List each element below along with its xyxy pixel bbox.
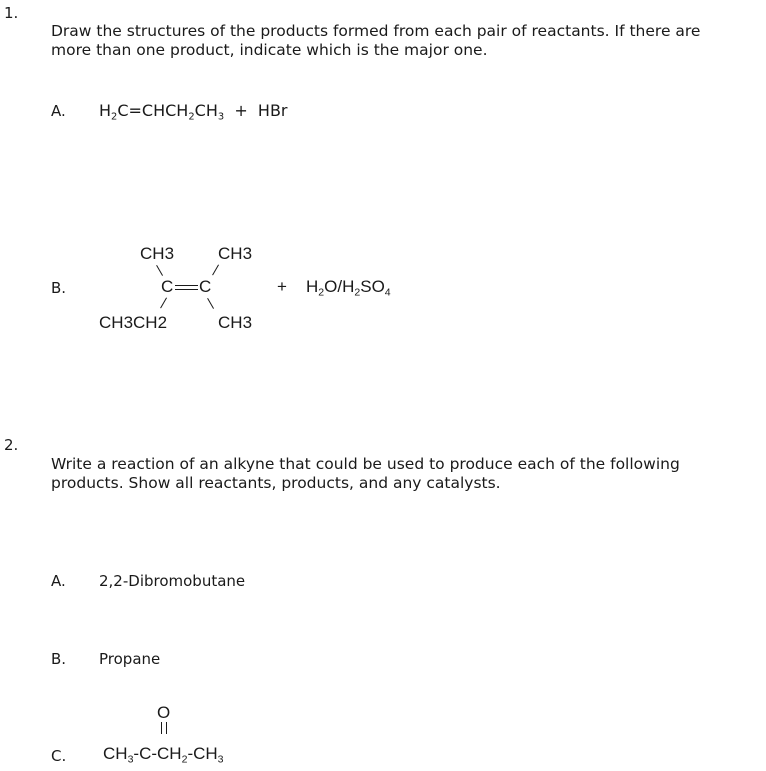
ethyl-bottom-left: CH3CH2 xyxy=(99,313,168,332)
question-1a-label: A. xyxy=(51,102,66,120)
question-2a-label: A. xyxy=(51,572,66,590)
double-bond-line-1 xyxy=(175,285,198,286)
question-1-prompt xyxy=(51,22,766,60)
carbon-left: C xyxy=(161,277,174,296)
question-1-prompt-line2: more than one product, indicate which is the major one. xyxy=(51,41,488,59)
question-2-prompt-line2: products. Show all reactants, products, and any catalysts. xyxy=(51,474,501,492)
question-1a-equation xyxy=(99,101,288,123)
question-2c-label: C. xyxy=(51,747,67,765)
methyl-top-left: CH3 xyxy=(140,244,175,263)
question-2-prompt-line1: Write a reaction of an alkyne that could be used to produce each of the following xyxy=(51,455,680,473)
ketone-formula: $CH_3-C-CH_2-CH_3$ xyxy=(103,744,224,766)
plus-sign: + xyxy=(234,101,248,120)
methyl-bottom-right: CH3 xyxy=(218,313,253,332)
bond-top-right xyxy=(212,265,219,276)
question-1-number: 1. xyxy=(4,4,19,22)
reagent-formula: $H_2O/H_2SO_4$ xyxy=(306,277,391,299)
carbon-right: C xyxy=(199,277,212,296)
carbonyl-oxygen: O xyxy=(157,703,171,722)
carbonyl-bond-line-1 xyxy=(161,722,162,734)
question-2b-label: B. xyxy=(51,650,67,668)
carbonyl-bond-line-2 xyxy=(166,722,167,734)
bond-bottom-left xyxy=(160,298,167,309)
plus-sign: + xyxy=(277,277,287,296)
question-2-prompt xyxy=(51,455,766,493)
question-1-prompt-line1: Draw the structures of the products formed from each pair of reactants. If there are xyxy=(51,22,701,40)
methyl-top-right: CH3 xyxy=(218,244,253,263)
question-2-number: 2. xyxy=(4,436,19,454)
double-bond-line-2 xyxy=(175,289,198,290)
question-2a-text: 2,2-Dibromobutane xyxy=(99,572,246,590)
bond-bottom-right xyxy=(207,298,214,309)
reactant-formula: $H_2C=CHCH_2CH_3$ xyxy=(99,101,225,123)
question-2b-text: Propane xyxy=(99,650,161,668)
question-1b-label: B. xyxy=(51,279,67,297)
bond-top-left xyxy=(156,265,163,276)
reagent-formula: HBr xyxy=(257,101,288,120)
